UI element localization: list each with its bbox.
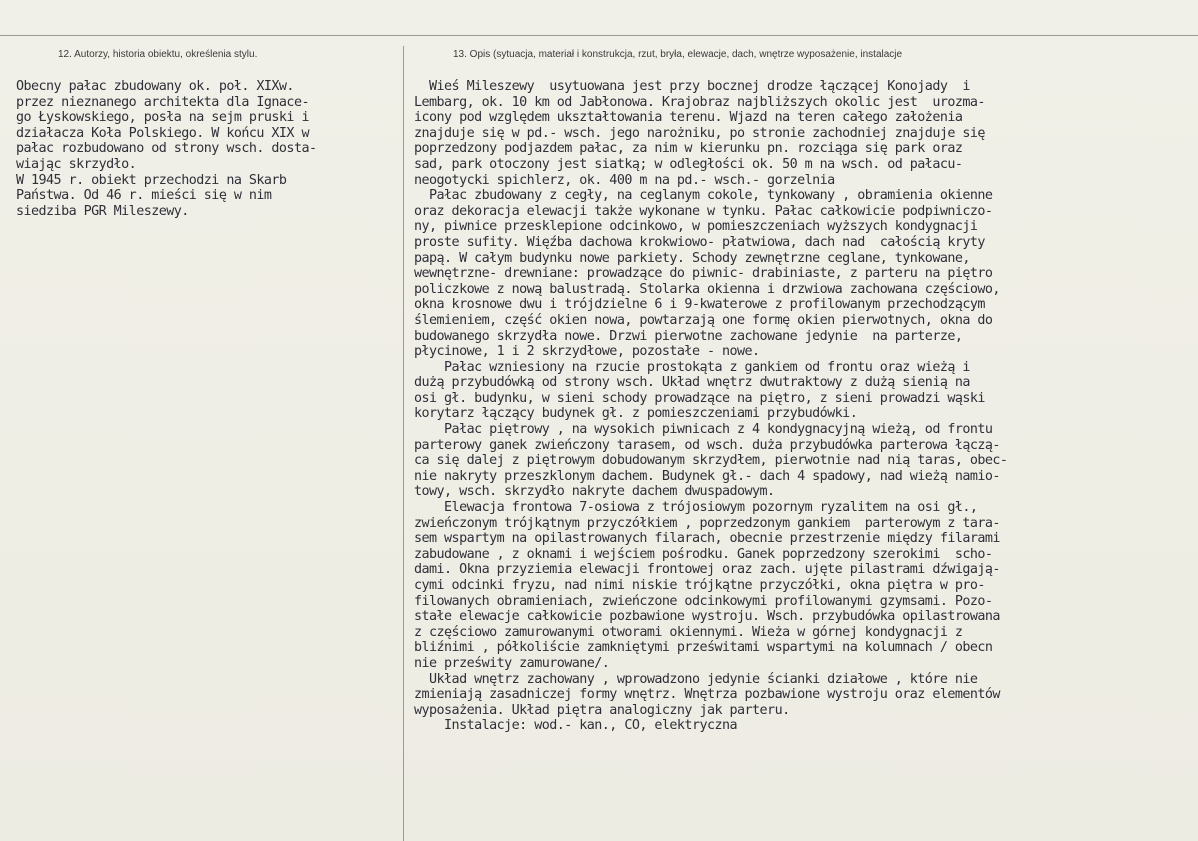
text-line: korytarz łączący budynek gł. z pomieszczeniami przybudówki.	[414, 406, 858, 422]
text-line: poprzedzony podjazdem pałac, za nim w kierunku pn. rozciąga się park oraz	[414, 141, 963, 157]
text-line: parterowy ganek zwieńczony tarasem, od wsch. duża przybudówka parterowa łączą-	[414, 437, 1000, 453]
text-line: Pałac wzniesiony na rzucie prostokąta z gankiem od frontu oraz wieżą i	[414, 359, 970, 375]
text-line: Instalacje: wod.- kan., CO, elektryczna	[414, 718, 738, 734]
text-line: działacza Koła Polskiego. W końcu XIX w	[16, 125, 309, 141]
text-line: Obecny pałac zbudowany ok. poł. XIXw.	[16, 79, 294, 94]
text-line: papą. W całym budynku nowe parkiety. Schody zewnętrzne ceglane, tynkowane,	[414, 250, 978, 266]
right-column-header: 13. Opis (sytuacja, materiał i konstrukcja, rzut, bryła, elewacje, dach, wnętrze wyposażenie, instalacje	[453, 49, 903, 60]
text-line: z częściowo zamurowanymi otworami okiennymi. Wieża w górnej kondygnacji z	[414, 624, 963, 640]
text-line: płycinowe, 1 i 2 skrzydłowe, pozostałe - nowe.	[414, 344, 760, 360]
text-line: zmieniają zasadniczej formy wnętrz. Wnętrza pozbawione wystroju oraz elementów	[414, 687, 1000, 703]
text-line: osi gł. budynku, w sieni schody prowadzące na piętro, z sieni prowadzi wąski	[414, 390, 985, 406]
text-line: filowanych obramieniach, zwieńczone odcinkowymi profilowanymi gzymsami. Pozo-	[414, 593, 993, 609]
text-line: go Łyskowskiego, posła na sejm pruski i	[16, 110, 309, 126]
text-line: siedziba PGR Mileszewy.	[16, 203, 189, 219]
text-line: okna krosnowe dwu i trójdzielne 6 i 9-kwaterowe z profilowanym przechodzącym	[414, 297, 985, 313]
text-line: cymi odcinki fryzu, nad nimi niskie trójkątne przyczółki, okna piętra w pro-	[414, 578, 985, 593]
text-line: ca się dalej z piętrowym dobudowanym skrzydłem, pierwotnie nad nią taras, obec-	[414, 453, 1008, 469]
text-line: zwieńczonym trójkątnym przyczółkiem , poprzedzonym gankiem parterowym z tara-	[414, 515, 1000, 531]
text-line: nie prześwity zamurowane/.	[414, 655, 610, 671]
text-line: policzkowe z nową balustradą. Stolarka okienna i drzwiowa zachowana częściowo,	[414, 281, 1000, 297]
text-line: ny, piwnice przesklepione odcinkowo, w pomieszczeniach wyższych kondygnacji	[414, 219, 978, 235]
text-line: towy, wsch. skrzydło nakryte dachem dwuspadowym.	[414, 484, 775, 500]
text-line: znajduje się w pd.- wsch. jego narożniku, po stronie zachodniej znajduje się	[414, 125, 985, 141]
top-divider	[0, 35, 1198, 36]
text-line: W 1945 r. obiekt przechodzi na Skarb	[16, 172, 287, 188]
text-line: icony pod względem ukształtowania terenu. Wjazd na teren całego założenia	[414, 110, 963, 126]
text-line: ślemieniem, część okien nowa, powtarzają one formę okien pierwotnych, okna do	[414, 312, 993, 328]
text-line: budowanego skrzydła nowe. Drzwi pierwotne zachowane jedynie na parterze,	[414, 328, 970, 344]
history-text-block	[16, 79, 316, 219]
text-line: Pałac piętrowy , na wysokich piwnicach z 4 kondygnacyjną wieżą, od frontu	[414, 422, 993, 438]
text-line: dużą przybudówką od strony wsch. Układ wnętrz dwutraktowy z dużą sienią na	[414, 375, 970, 391]
text-line: sad, park otoczony jest siatką; w odległości ok. 50 m na wsch. od pałacu-	[414, 156, 963, 172]
text-line: Wieś Mileszewy usytuowana jest przy bocznej drodze łączącej Konojady i	[414, 79, 970, 94]
text-line: stałe elewacje całkowicie pozbawione wystroju. Wsch. przybudówka opilastrowana	[414, 609, 1000, 625]
text-line: zabudowane , z oknami i wejściem pośrodku. Ganek poprzedzony szerokimi scho-	[414, 546, 993, 562]
column-divider	[403, 46, 404, 841]
text-line: Lembarg, ok. 10 km od Jabłonowa. Krajobraz najbliższych okolic jest urozma-	[414, 94, 985, 110]
text-line: Układ wnętrz zachowany , wprowadzono jedynie ścianki działowe , które nie	[414, 671, 978, 687]
text-line: wewnętrzne- drewniane: prowadzące do piwnic- drabiniaste, z parteru na piętro	[414, 266, 993, 282]
text-line: wiając skrzydło.	[16, 156, 137, 172]
text-line: sem wspartym na opilastrowanych filarach, obecnie przestrzenie między filarami	[414, 531, 1000, 547]
text-line: Państwa. Od 46 r. mieści się w nim	[16, 188, 272, 204]
text-line: nie nakryty przeszklonym dachem. Budynek gł.- dach 4 spadowy, nad wieżą namio-	[414, 468, 1000, 484]
text-line: wyposażenia. Układ piętra analogiczny jak parteru.	[414, 702, 790, 718]
description-text-block	[414, 79, 1007, 734]
text-line: proste sufity. Więźba dachowa krokwiowo- płatwiowa, dach nad całością kryty	[414, 234, 985, 250]
text-line: Elewacja frontowa 7-osiowa z trójosiowym pozornym ryzalitem na osi gł.,	[414, 500, 978, 516]
text-line: pałac rozbudowano od strony wsch. dosta-	[16, 141, 317, 157]
text-line: neogotycki spichlerz, ok. 400 m na pd.- wsch.- gorzelnia	[414, 172, 835, 188]
text-line: bliźnimi , półkoliście zamkniętymi prześwitami wspartymi na kolumnach / obecn	[414, 640, 993, 656]
text-line: przez nieznanego architekta dla Ignace-	[16, 94, 309, 110]
text-line: Pałac zbudowany z cegły, na ceglanym cokole, tynkowany , obramienia okienne	[414, 188, 993, 204]
text-line: dami. Okna przyziemia elewacji frontowej oraz zach. ujęte pilastrami dźwigają-	[414, 562, 1000, 578]
text-line: oraz dekoracja elewacji także wykonane w tynku. Pałac całkowicie podpiwniczo-	[414, 203, 993, 219]
left-column-header: 12. Autorzy, historia obiektu, określenia stylu.	[58, 49, 258, 60]
